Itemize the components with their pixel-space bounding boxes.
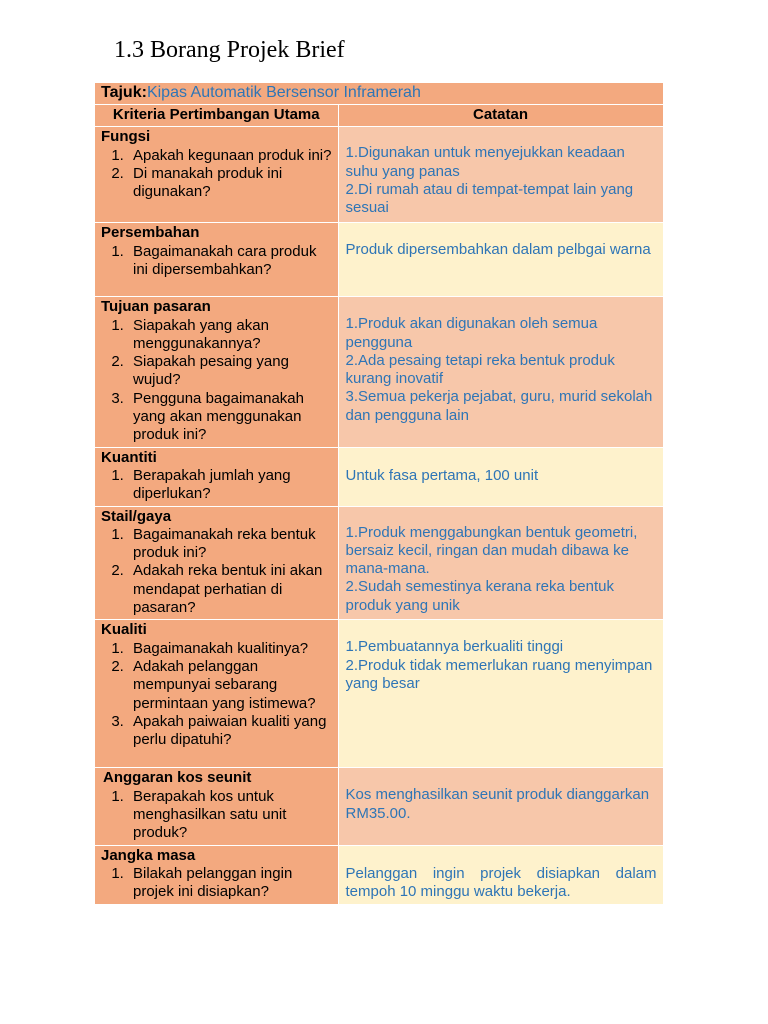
- table-row-stail-gaya: [95, 506, 663, 620]
- title-label: Tajuk:: [101, 84, 147, 101]
- criteria-cell: [95, 127, 338, 223]
- criteria-cell: [95, 223, 338, 297]
- note-item: 1.Digunakan untuk menyejukkan keadaan suhu yang panas: [345, 144, 625, 180]
- column-header-row: [95, 105, 663, 127]
- question-list: [101, 467, 334, 504]
- note-item: 2.Produk tidak memerlukan ruang menyimpan yang besar: [345, 656, 653, 692]
- question-item: 1. Bilakah pelanggan ingin projek ini disiapkan?: [128, 865, 334, 902]
- column-header-criteria: Kriteria Pertimbangan Utama: [95, 105, 338, 127]
- notes-cell: [338, 297, 663, 447]
- section-title: Kualiti: [101, 621, 147, 639]
- note-item: Untuk fasa pertama, 100 unit: [345, 466, 539, 484]
- title-cell: [95, 83, 663, 105]
- column-header-notes: Catatan: [338, 105, 663, 127]
- question-item: 1. Apakah kegunaan produk ini?: [128, 147, 334, 165]
- question-item: 1. Berapakah jumlah yang diperlukan?: [128, 467, 334, 504]
- question-list: [101, 243, 334, 280]
- note-item: Produk dipersembahkan dalam pelbgai warna: [345, 241, 651, 259]
- note-item: Kos menghasilkan seunit produk dianggarkan RM35.00.: [345, 786, 650, 822]
- question-list: [101, 788, 334, 843]
- criteria-cell: [95, 506, 338, 620]
- table-row-anggaran-kos: [95, 768, 663, 845]
- section-title: Persembahan: [101, 224, 200, 242]
- question-list: [101, 865, 334, 902]
- section-title: Jangka masa: [101, 846, 196, 864]
- question-item: 2. Siapakah pesaing yang wujud?: [128, 353, 334, 390]
- notes-cell: [338, 506, 663, 620]
- project-brief-table: [95, 83, 664, 905]
- question-item: 1. Bagaimanakah cara produk ini dipersembahkan?: [128, 243, 334, 280]
- question-list: [101, 317, 334, 445]
- notes-cell: [338, 620, 663, 768]
- note-item: 2.Sudah semestinya kerana reka bentuk produk yang unik: [345, 578, 614, 614]
- note-item: Pelanggan ingin projek disiapkan dalam tempoh 10 minggu waktu bekerja.: [345, 864, 657, 900]
- question-item: 2. Adakah reka bentuk ini akan mendapat perhatian di pasaran?: [128, 562, 334, 617]
- question-item: 1. Bagaimanakah reka bentuk produk ini?: [128, 526, 334, 563]
- criteria-cell: [95, 297, 338, 447]
- question-item: 2. Di manakah produk ini digunakan?: [128, 165, 334, 202]
- question-list: [101, 526, 334, 617]
- question-list: [101, 147, 334, 202]
- page-heading: 1.3 Borang Projek Brief: [114, 37, 345, 63]
- table-row-persembahan: [95, 223, 663, 297]
- question-item: 3. Apakah paiwaian kualiti yang perlu dipatuhi?: [128, 713, 334, 750]
- question-item: 3. Pengguna bagaimanakah yang akan menggunakan produk ini?: [128, 390, 334, 445]
- title-value: Kipas Automatik Bersensor Inframerah: [146, 84, 421, 101]
- criteria-cell: [95, 845, 338, 904]
- section-title: Kuantiti: [101, 448, 157, 466]
- table-row-kuantiti: [95, 447, 663, 506]
- notes-cell: [338, 127, 663, 223]
- section-title: Fungsi: [101, 128, 151, 146]
- note-item: 2.Ada pesaing tetapi reka bentuk produk kurang inovatif: [345, 351, 615, 388]
- notes-cell: [338, 768, 663, 845]
- note-item: 1.Produk akan digunakan oleh semua pengguna: [345, 315, 598, 351]
- table-row-fungsi: [95, 127, 663, 223]
- notes-cell: [338, 447, 663, 506]
- question-item: 1. Siapakah yang akan menggunakannya?: [128, 317, 334, 354]
- question-item: 1. Bagaimanakah kualitinya?: [128, 640, 334, 658]
- question-list: [101, 640, 334, 750]
- section-title: Anggaran kos seunit: [103, 769, 252, 787]
- section-title: Stail/gaya: [101, 507, 172, 525]
- note-item: 1.Produk menggabungkan bentuk geometri, bersaiz kecil, ringan dan mudah dibawa ke mana-mana.: [345, 523, 638, 578]
- criteria-cell: [95, 768, 338, 845]
- table-row-tujuan-pasaran: [95, 297, 663, 447]
- note-item: 2.Di rumah atau di tempat-tempat lain yang sesuai: [345, 180, 634, 217]
- question-item: 1. Berapakah kos untuk menghasilkan satu unit produk?: [128, 788, 334, 843]
- criteria-cell: [95, 620, 338, 768]
- criteria-cell: [95, 447, 338, 506]
- table-row-kualiti: [95, 620, 663, 768]
- title-row: [95, 83, 663, 105]
- note-item: 3.Semua pekerja pejabat, guru, murid sekolah dan pengguna lain: [345, 388, 653, 424]
- notes-cell: [338, 223, 663, 297]
- section-title: Tujuan pasaran: [101, 298, 211, 316]
- note-item: 1.Pembuatannya berkualiti tinggi: [345, 638, 564, 656]
- table-row-jangka-masa: [95, 845, 663, 904]
- notes-cell: [338, 845, 663, 904]
- question-item: 2. Adakah pelanggan mempunyai sebarang permintaan yang istimewa?: [128, 658, 334, 713]
